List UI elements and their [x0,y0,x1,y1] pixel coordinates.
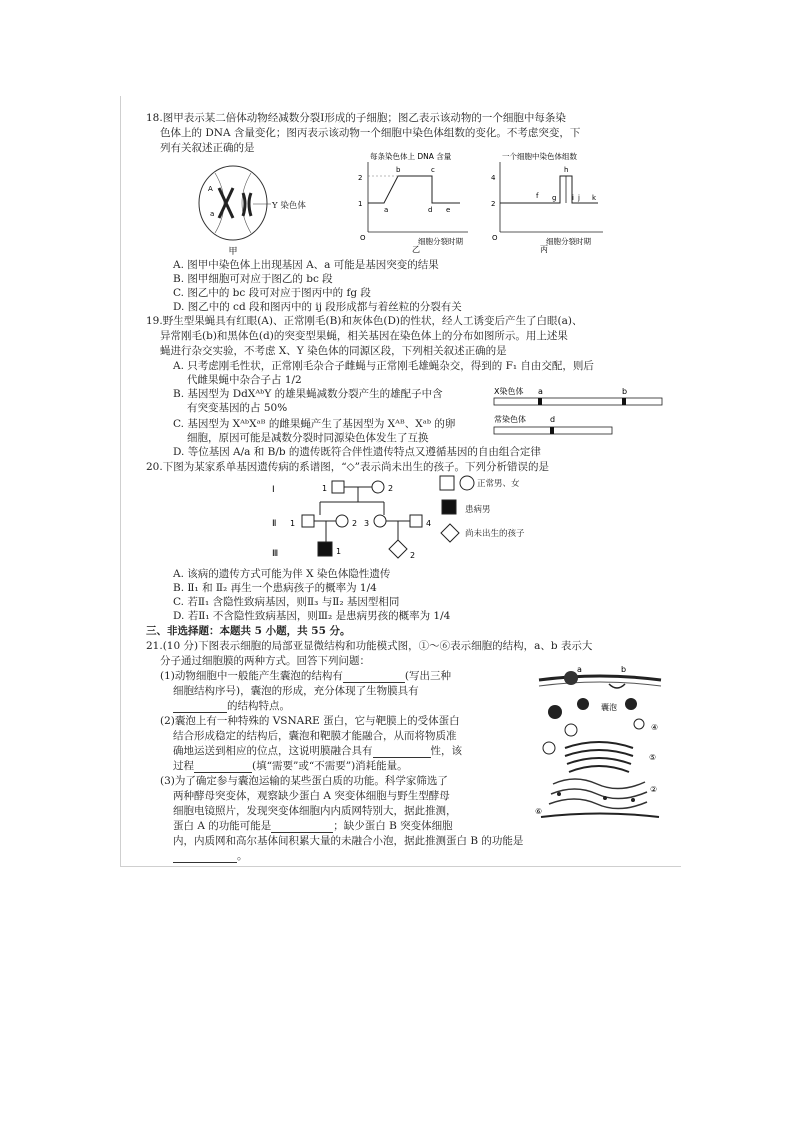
q21-part1-line2: 细胞结构序号)，囊泡的形成，充分体现了生物膜具有 [173,685,419,697]
answer-blank-5[interactable] [271,822,333,833]
answer-blank-6[interactable] [173,852,237,863]
svg-text:A: A [208,185,213,193]
bing-point-i: i [572,194,574,202]
q21-p3e: ；缺少蛋白 B 突变体细胞 [333,820,453,832]
section-three-heading: 三、非选择题：本题共 5 小题，共 55 分。 [146,625,351,637]
svg-text:a: a [210,210,215,218]
q20-option-c[interactable]: C. 若Ⅱ₁ 含隐性致病基因，则Ⅱ₃ 与Ⅱ₂ 基因型相同 [173,596,400,608]
legend-normal: 正常男、女 [477,479,520,489]
bing-point-h: h [564,166,569,174]
q21-p3g: 。 [237,850,248,862]
q21-stem-line1: 21.(10 分)下图表示细胞的局部亚显微结构和功能模式图，①～⑥表示细胞的结构，a、b 表示大 [146,640,593,652]
ii4-num: 4 [426,519,432,528]
q19-stem-line1: 19.野生型果蝇具有红眼(A)、正常刚毛(B)和灰体色(D)的性状，经人工诱变后产生了白眼(a)、 [146,315,583,327]
q19-chromosome-figure [492,384,667,442]
q19-stem-line3: 蝇进行杂交实验，不考虑 X、Y 染色体的同源区段，下列相关叙述正确的是 [160,345,507,357]
answer-blank-1[interactable] [343,672,405,683]
q19-stem-line2: 异常刚毛(b)和黑体色(d)的突变型果蝇，相关基因在染色体上的分布如图所示。用上述果 [160,330,568,342]
q19-option-d[interactable]: D. 等位基因 A/a 和 B/b 的遗传既符合伴性遗传特点又遵循基因的自由组合定律 [173,446,541,458]
iii2-num: 2 [410,551,416,560]
q20-option-a[interactable]: A. 该病的遗传方式可能为伴 X 染色体隐性遗传 [173,568,391,580]
q21-p1d: 的结构特点。 [227,700,290,712]
bing-xlabel: 细胞分裂时期 [546,237,591,246]
x-chromosome-label: X染色体 [494,387,524,396]
q21-p2e: 过程 [173,760,194,772]
legend-unborn: 尚未出生的孩子 [465,529,525,539]
q20-pedigree [260,474,600,566]
answer-blank-3[interactable] [373,747,431,758]
bing-caption: 丙 [540,245,548,253]
q21-stem-line2: 分子通过细胞膜的两种方式。回答下列问题： [160,655,370,667]
bing-point-j: j [578,194,580,202]
cell-label-4: ④ [651,723,659,732]
legend-affected: 患病男 [465,505,491,515]
yi-caption: 乙 [412,245,420,253]
ii1-num: 1 [290,519,296,528]
ii3-num: 3 [364,519,370,528]
bing-point-g: g [552,194,557,202]
q21-p2d: 性，该 [430,745,462,757]
q21-p3d: 蛋白 A 的功能可能是 [173,820,272,832]
q21-part2-line2: 结合形成稳定的结构后，囊泡和靶膜才能融合，从而将物质准 [173,730,457,742]
bing-point-f: f [536,192,539,200]
bing-point-k: k [592,194,597,202]
q20-option-d[interactable]: D. 若Ⅱ₁ 不含隐性致病基因，则Ⅲ₂ 是患病男孩的概率为 1/4 [173,610,451,622]
q18-option-d[interactable]: D. 图乙中的 cd 段和图丙中的 ij 段形成都与着丝粒的分裂有关 [173,301,462,313]
q21-part1-line3 [173,700,290,713]
gen-2-label: Ⅱ [272,519,277,529]
yi-point-b: b [396,166,401,174]
yi-point-d: d [428,206,433,214]
q18-figure-yi [350,148,475,253]
q21-p2f: (填“需要”或“不需要”)消耗能量。 [252,760,408,772]
q21-part2-line1: (2)囊泡上有一种特殊的 VSNARE 蛋白，它与靶膜上的受体蛋白 [160,715,460,727]
q21-part3-line4 [173,820,453,833]
jia-y-chromosome-label: Y 染色体 [272,201,306,211]
yi-xlabel: 细胞分裂时期 [418,237,463,246]
autosome-gene-d: d [550,415,556,424]
q21-p1a: (1)动物细胞中一般能产生囊泡的结构有 [160,670,343,682]
bing-tick-4: 4 [491,174,496,182]
q19-option-b-line1[interactable]: B. 基因型为 DdXᴬᵇY 的雄果蝇减数分裂产生的雄配子中含 [173,388,443,400]
q18-option-b[interactable]: B. 图甲细胞可对应于图乙的 bc 段 [173,273,333,285]
yi-point-c: c [431,166,435,174]
ii2-num: 2 [352,519,358,528]
autosome-label: 常染色体 [494,415,526,424]
bing-tick-2: 2 [491,200,496,208]
q20-stem: 20.下图为某家系单基因遗传病的系谱图，“◇”表示尚未出生的孩子。下列分析错误的是 [146,461,550,473]
iii1-num: 1 [336,547,342,556]
q19-option-c-line2[interactable]: 细胞，原因可能是减数分裂时同源染色体发生了互换 [187,432,429,444]
bing-origin: O [492,234,498,242]
gen-3-label: Ⅲ [272,549,279,559]
yi-point-a: a [384,206,389,214]
q21-part3-line1: (3)为了确定参与囊泡运输的某些蛋白质的功能。科学家筛选了 [160,775,448,787]
yi-ylabel: 每条染色体上 DNA 含量 [370,152,452,161]
q21-part3-line2: 两种酵母突变体，观察缺少蛋白 A 突变体细胞与野生型酵母 [173,790,450,802]
yi-tick-1: 1 [358,200,363,208]
q18-option-c[interactable]: C. 图乙中的 bc 段可对应于图丙中的 fg 段 [173,287,371,299]
q18-figure-bing [488,148,613,253]
q19-option-a-line2[interactable]: 代雌果蝇中杂合子占 1/2 [187,374,302,386]
x-gene-a: a [538,387,543,396]
q21-part3-line6 [173,850,248,863]
x-gene-b: b [622,387,628,396]
q21-part2-line3 [173,745,462,758]
cell-label-b: b [621,665,627,674]
q19-option-b-line2[interactable]: 有突变基因的占 50% [187,402,288,414]
i2-num: 2 [388,484,394,493]
gen-1-label: Ⅰ [272,485,275,495]
jia-caption: 甲 [228,247,238,257]
vesicle-label: 囊泡 [601,703,617,712]
q18-stem-line1: 18.图甲表示某二倍体动物经减数分裂Ⅰ形成的子细胞；图乙表示该动物的一个细胞中每条染 [146,112,566,124]
answer-blank-2[interactable] [173,702,227,713]
q18-option-a[interactable]: A. 图甲中染色体上出现基因 A、a 可能是基因突变的结果 [173,259,439,271]
q21-part3-line5: 内，内质网和高尔基体间积累大量的未融合小泡，据此推测蛋白 B 的功能是 [173,835,524,847]
q20-option-b[interactable]: B. Ⅱ₁ 和 Ⅱ₂ 再生一个患病孩子的概率为 1/4 [173,582,377,594]
yi-tick-2: 2 [358,174,363,182]
bing-ylabel: 一个细胞中染色体组数 [502,152,577,161]
cell-label-2: ② [650,785,658,794]
q21-p1b: (写出三种 [404,670,451,682]
yi-point-e: e [446,206,451,214]
cell-label-a: a [577,665,582,674]
q21-part2-line4 [173,760,408,773]
q19-option-a-line1[interactable]: A. 只考虑刚毛性状，正常刚毛杂合子雌蝇与正常刚毛雄蝇杂交，得到的 F₁ 自由交配，则后 [173,360,594,372]
cell-label-5: ⑤ [649,753,657,762]
q19-option-c-line1[interactable]: C. 基因型为 XᴬᵇXᵃᴮ 的雌果蝇产生了基因型为 Xᴬᴮ、Xᵃᵇ 的卵 [173,418,456,430]
q21-part3-line3: 细胞电镜照片，发现突变体细胞内内质网特别大，据此推测， [173,805,457,817]
q21-part1-line1 [160,670,451,683]
q21-p2c: 确地运送到相应的位点，这说明膜融合具有 [173,745,373,757]
answer-blank-4[interactable] [194,762,252,773]
q18-stem-line3: 列有关叙述正确的是 [160,142,255,154]
q18-stem-line2: 色体上的 DNA 含量变化；图丙表示该动物一个细胞中染色体组数的变化。不考虑突变，下 [160,127,581,139]
yi-origin: O [360,234,366,242]
cell-label-6: ⑥ [535,807,543,816]
i1-num: 1 [322,484,328,493]
q21-cell-diagram [535,662,665,822]
